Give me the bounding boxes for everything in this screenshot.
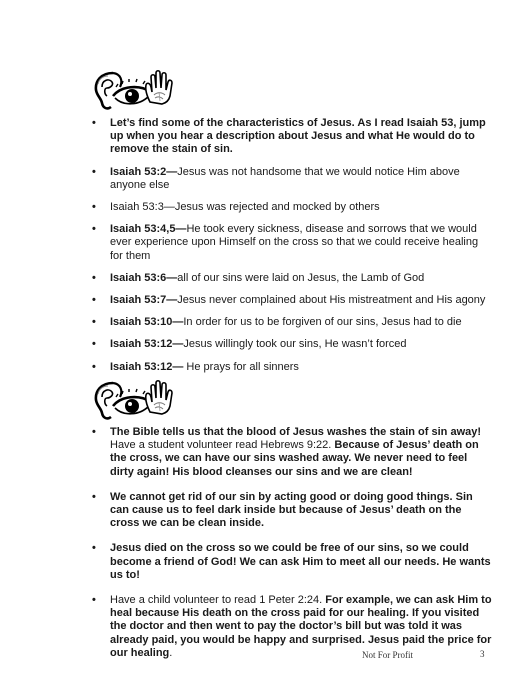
hand-icon (146, 71, 172, 104)
list-item: • The Bible tells us that the blood of Jesus washes the stain of sin away! Have a student volunteer read Hebrews 9:22. Because of Jesus’ death on the cross, we can have our sins washed away. We never need to feel dirty again! His blood cleanses our sins and we are clean! (92, 426, 492, 479)
list-item: • Isaiah 53:12—Jesus willingly took our sins, He wasn’t forced (92, 338, 492, 351)
list-item: • Isaiah 53:7—Jesus never complained about His mistreatment and His agony (92, 294, 492, 307)
page-number: 3 (480, 649, 485, 659)
list-item: • We cannot get rid of our sin by acting good or doing good things. Sin can cause us to feel dark inside but because of Jesus’ death on the cross we can be clean inside. (92, 491, 492, 531)
list-item: • Jesus died on the cross so we could be free of our sins, so we could become a friend of God! We can ask Him to meet all our needs. He wants us to! (92, 542, 492, 582)
list-item: • Isaiah 53:10—In order for us to be forgiven of our sins, Jesus had to die (92, 316, 492, 329)
list-item: • Let’s find some of the characteristics of Jesus. As I read Isaiah 53, jump up when you hear a description about Jesus and what He would do to remove the stain of sin. (92, 117, 492, 157)
isaiah-list (92, 117, 492, 374)
senses-icons (93, 68, 175, 110)
list-item: • Isaiah 53:6—all of our sins were laid on Jesus, the Lamb of God (92, 272, 492, 285)
senses-icons (93, 378, 175, 420)
list-item: • Isaiah 53:4,5—He took every sickness, disease and sorrows that we would ever experience upon Himself on the cross so that we could receive healing for them (92, 223, 492, 263)
eye-icon (113, 389, 151, 414)
list-item: • Isaiah 53:3—Jesus was rejected and mocked by others (92, 201, 492, 214)
list-item: • Isaiah 53:2—Jesus was not handsome that we would notice Him above anyone else (92, 166, 492, 192)
hand-icon (146, 381, 172, 414)
footer-label: Not For Profit (362, 650, 414, 660)
eye-icon (113, 79, 151, 104)
lesson-list (92, 426, 492, 660)
list-item: • Isaiah 53:12— He prays for all sinners (92, 361, 492, 374)
list-item: • Have a child volunteer to read 1 Peter 2:24. For example, we can ask Him to heal because His death on the cross paid for our healing. If you visited the doctor and then went to pay the doctor’s bill but was told it was already paid, you would be happy and surprised. Jesus paid the price for our healing. (92, 594, 492, 660)
